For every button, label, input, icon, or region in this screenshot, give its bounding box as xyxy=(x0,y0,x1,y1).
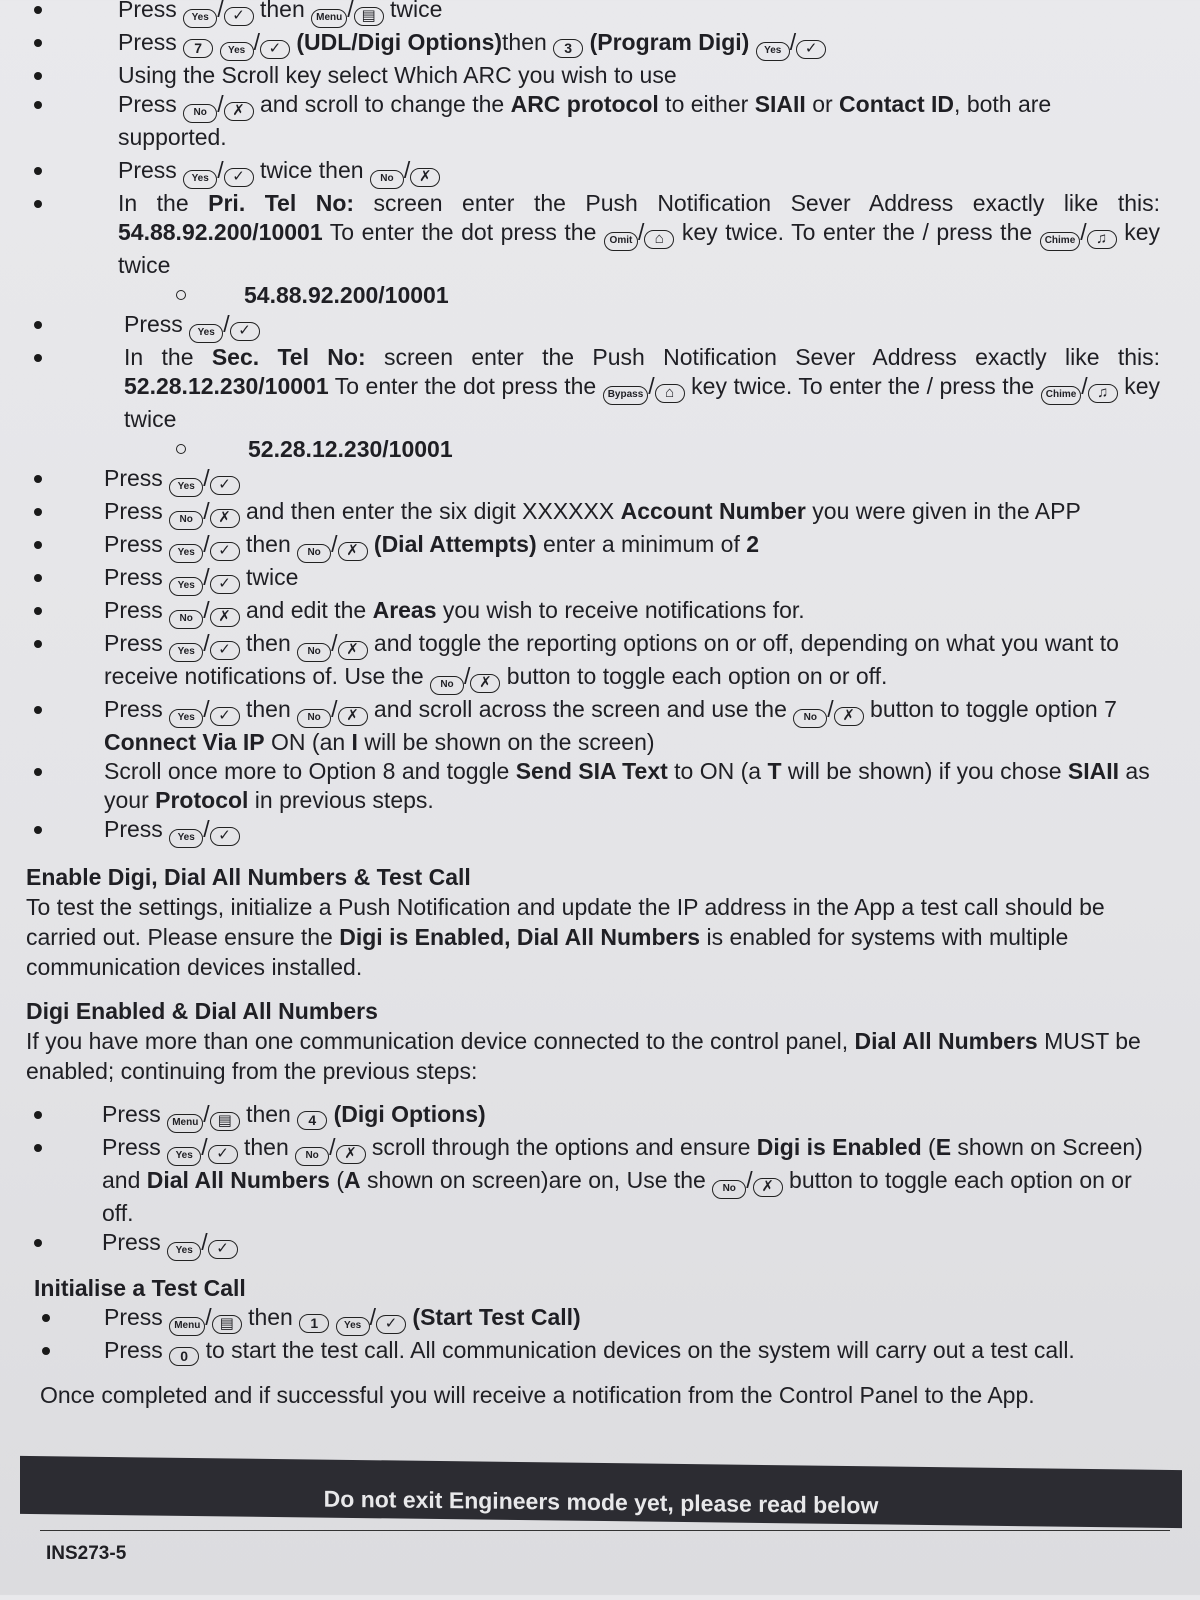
cross-icon: ✗ xyxy=(338,707,368,726)
list-item: Press Yes / ✓ xyxy=(26,1228,1160,1261)
list-item: Press Yes / ✓ xyxy=(26,464,1160,497)
menu-list-icon: ▤ xyxy=(212,1315,242,1334)
check-icon: ✓ xyxy=(208,1145,238,1164)
yes-key: Yes xyxy=(169,478,203,497)
cross-icon: ✗ xyxy=(210,608,240,627)
pri-address-subitem: 54.88.92.200/10001 xyxy=(26,280,1160,310)
no-key: No xyxy=(169,511,203,530)
document-code: INS273-5 xyxy=(46,1543,127,1564)
no-key: No xyxy=(297,544,331,563)
yes-key: Yes xyxy=(169,829,203,848)
test-call-steps xyxy=(34,1303,1160,1366)
check-icon: ✓ xyxy=(210,827,240,846)
list-item: Press Menu / ▤ then 4 (Digi Options) xyxy=(26,1100,1160,1133)
section-enable-digi xyxy=(26,862,1160,982)
menu-list-icon: ▤ xyxy=(354,7,384,26)
music-note-icon: ♫ xyxy=(1087,230,1117,249)
cross-icon: ✗ xyxy=(338,542,368,561)
check-icon: ✓ xyxy=(260,40,290,59)
yes-key: Yes xyxy=(169,544,203,563)
list-item: Press No / ✗ and then enter the six digit XXXXXX Account Number you were given in the APP xyxy=(26,497,1160,530)
list-item: Press Yes / ✓ xyxy=(26,310,1160,343)
list-item: Press 0 to start the test call. All communication devices on the system will carry out a test call. xyxy=(34,1336,1160,1366)
section-heading: Enable Digi, Dial All Numbers & Test Call xyxy=(26,864,471,890)
list-item: Press Yes / ✓ then No / ✗ scroll through the options and ensure Digi is Enabled (E shown on Screen) and Dial All Numbers (A shown on screen)are on, Use the No / ✗ button to toggle each option on or off. xyxy=(26,1133,1160,1228)
omit-key: Omit xyxy=(604,232,638,251)
no-key: No xyxy=(793,709,827,728)
section-heading: Initialise a Test Call xyxy=(34,1275,246,1301)
section-digi-enabled xyxy=(26,996,1160,1261)
no-key: No xyxy=(183,104,217,123)
footer-divider xyxy=(40,1530,1170,1531)
digi-steps xyxy=(26,1100,1160,1261)
no-key: No xyxy=(430,676,464,695)
cross-icon: ✗ xyxy=(470,674,500,693)
yes-key: Yes xyxy=(167,1147,201,1166)
yes-key: Yes xyxy=(336,1317,370,1336)
cross-icon: ✗ xyxy=(834,707,864,726)
check-icon: ✓ xyxy=(208,1240,238,1259)
list-item: Press Yes / ✓ then No / ✗ (Dial Attempts) enter a minimum of 2 xyxy=(26,530,1160,563)
section-paragraph: If you have more than one communication device connected to the control panel, Dial All Numbers MUST be enabled; continuing from the previous steps: xyxy=(26,1028,1141,1084)
music-note-icon: ♫ xyxy=(1088,384,1118,403)
yes-key: Yes xyxy=(756,42,790,61)
list-item: Press Menu / ▤ then 1 Yes / ✓ (Start Test Call) xyxy=(34,1303,1160,1336)
list-item: Press Yes / ✓ twice xyxy=(26,563,1160,596)
list-item: Press Yes / ✓ then No / ✗ and scroll across the screen and use the No / ✗ button to toggle option 7 Connect Via IP ON (an I will be shown on the screen) xyxy=(26,695,1160,757)
list-item: Press No / ✗ and edit the Areas you wish to receive notifications for. xyxy=(26,596,1160,629)
check-icon: ✓ xyxy=(224,168,254,187)
section-paragraph: To test the settings, initialize a Push Notification and update the IP address in the App a test call should be carried out. Please ensure the Digi is Enabled, Dial All Numbers is enabled for systems with multiple communication devices installed. xyxy=(26,894,1105,980)
list-item: Press No / ✗ and scroll to change the ARC protocol to either SIAII or Contact ID, both are supported. xyxy=(26,90,1160,152)
no-key: No xyxy=(370,170,404,189)
menu-key: Menu xyxy=(311,9,347,28)
warning-banner: Do not exit Engineers mode yet, please read below xyxy=(20,1456,1182,1528)
cross-icon: ✗ xyxy=(410,168,440,187)
check-icon: ✓ xyxy=(210,476,240,495)
check-icon: ✓ xyxy=(210,641,240,660)
list-item: Press Yes / ✓ then Menu / ▤ twice xyxy=(26,0,1160,28)
home-icon: ⌂ xyxy=(655,384,685,403)
list-item: Press 7 Yes / ✓ (UDL/Digi Options)then 3 (Program Digi) Yes / ✓ xyxy=(26,28,1160,61)
key-0: 0 xyxy=(169,1347,199,1366)
chime-key: Chime xyxy=(1040,232,1081,251)
no-key: No xyxy=(297,643,331,662)
no-key: No xyxy=(297,709,331,728)
yes-key: Yes xyxy=(167,1242,201,1261)
check-icon: ✓ xyxy=(210,542,240,561)
check-icon: ✓ xyxy=(230,322,260,341)
cross-icon: ✗ xyxy=(753,1178,783,1197)
list-item: In the Sec. Tel No: screen enter the Push Notification Sever Address exactly like this: 52.28.12.230/10001 To enter the dot press the Bypass / ⌂ key twice. To enter the / press the Chime / ♫ key twice xyxy=(26,343,1160,434)
key-7: 7 xyxy=(183,39,213,58)
sec-address-subitem: 52.28.12.230/10001 xyxy=(26,434,1160,464)
list-item: Press Yes / ✓ xyxy=(26,815,1160,848)
list-item: In the Pri. Tel No: screen enter the Push Notification Sever Address exactly like this: 54.88.92.200/10001 To enter the dot press the Omit / ⌂ key twice. To enter the / press the Chime / ♫ key twice xyxy=(26,189,1160,280)
menu-list-icon: ▤ xyxy=(210,1112,240,1131)
bypass-key: Bypass xyxy=(603,386,649,405)
list-item: Scroll once more to Option 8 and toggle Send SIA Text to ON (a T will be shown) if you chose SIAII as your Protocol in previous steps. xyxy=(26,757,1160,815)
key-1: 1 xyxy=(299,1314,329,1333)
cross-icon: ✗ xyxy=(224,102,254,121)
closing-note: Once completed and if successful you will receive a notification from the Control Panel to the App. xyxy=(40,1382,1035,1408)
setup-steps-cont xyxy=(26,310,1160,434)
setup-steps xyxy=(26,0,1160,280)
no-key: No xyxy=(712,1180,746,1199)
menu-key: Menu xyxy=(169,1317,205,1336)
yes-key: Yes xyxy=(189,324,223,343)
check-icon: ✓ xyxy=(376,1315,406,1334)
list-item: Using the Scroll key select Which ARC you wish to use xyxy=(26,61,1160,90)
cross-icon: ✗ xyxy=(210,509,240,528)
yes-key: Yes xyxy=(183,170,217,189)
check-icon: ✓ xyxy=(210,707,240,726)
yes-key: Yes xyxy=(169,709,203,728)
key-3: 3 xyxy=(553,39,583,58)
chime-key: Chime xyxy=(1041,386,1082,405)
check-icon: ✓ xyxy=(224,7,254,26)
setup-steps-cont2 xyxy=(26,464,1160,848)
list-item: Press Yes / ✓ twice then No / ✗ xyxy=(26,156,1160,189)
yes-key: Yes xyxy=(183,9,217,28)
check-icon: ✓ xyxy=(210,575,240,594)
yes-key: Yes xyxy=(220,42,254,61)
home-icon: ⌂ xyxy=(644,230,674,249)
list-item: Press Yes / ✓ then No / ✗ and toggle the reporting options on or off, depending on what you want to receive notifications of. Use the No / ✗ button to toggle each option on or off. xyxy=(26,629,1160,695)
no-key: No xyxy=(295,1147,329,1166)
section-heading: Digi Enabled & Dial All Numbers xyxy=(26,998,378,1024)
section-test-call xyxy=(26,1273,1160,1366)
key-4: 4 xyxy=(297,1111,327,1130)
menu-key: Menu xyxy=(167,1114,203,1133)
yes-key: Yes xyxy=(169,643,203,662)
cross-icon: ✗ xyxy=(336,1145,366,1164)
cross-icon: ✗ xyxy=(338,641,368,660)
yes-key: Yes xyxy=(169,577,203,596)
check-icon: ✓ xyxy=(796,40,826,59)
no-key: No xyxy=(169,610,203,629)
